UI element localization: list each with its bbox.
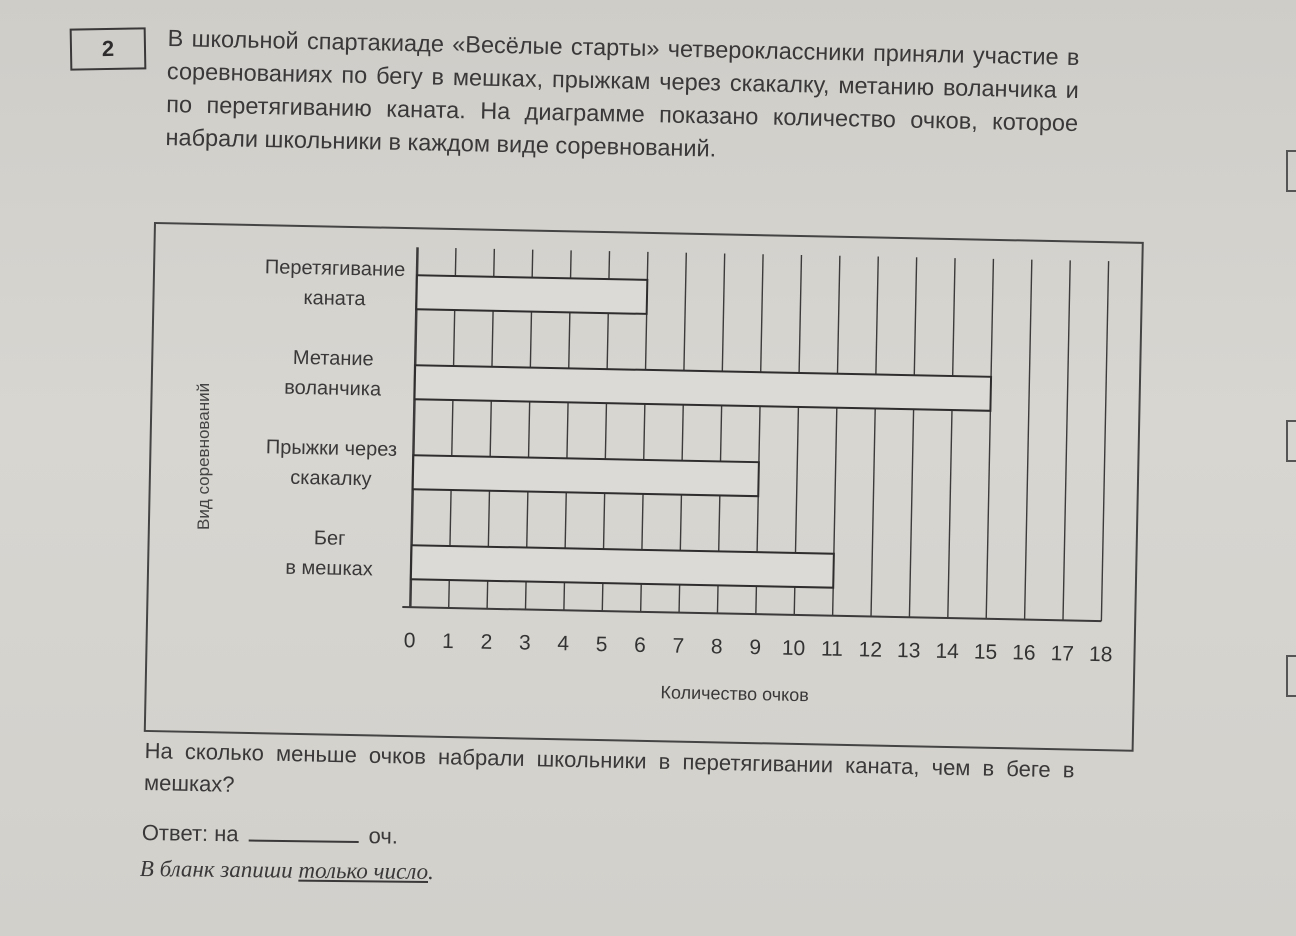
x-axis-line: [402, 607, 1101, 621]
answer-box-edge: [1286, 655, 1296, 697]
problem-text: В школьной спартакиаде «Весёлые старты» четвероклассники приняли участие в соревнованиях по бегу в мешках, прыжкам через скакалку, метанию воланчика и по перетягиванию каната. На диаграмме показано количество очков, которое набрали школьники в каждом виде соревнований.: [165, 24, 1080, 162]
x-tick-label: 13: [896, 639, 921, 663]
answer-box-edge: [1286, 150, 1296, 192]
instruction-part1: В бланк запиши: [139, 856, 299, 883]
answer-suffix: оч.: [368, 823, 399, 849]
x-tick-label: 4: [557, 632, 570, 656]
x-tick-label: 16: [1012, 641, 1036, 665]
instruction-text: [140, 856, 434, 885]
category-label: Перетягивание: [264, 256, 406, 282]
bar: [411, 545, 834, 587]
answer-line: [142, 818, 399, 850]
instruction-emphasis: только число: [298, 857, 429, 885]
x-tick-label: 1: [441, 629, 455, 654]
category-label: Прыжки через: [265, 436, 398, 461]
answer-blank[interactable]: [249, 819, 359, 843]
x-tick-label: 2: [480, 630, 493, 654]
grid-line: [986, 259, 993, 619]
grid-line: [1101, 261, 1108, 621]
x-tick-label: 6: [633, 633, 647, 657]
x-tick-label: 8: [710, 635, 723, 659]
chart-frame: [144, 222, 1144, 752]
grid-line: [1063, 260, 1070, 620]
x-tick-label: 11: [820, 637, 844, 661]
bar: [416, 275, 647, 314]
category-label: Метание: [292, 346, 374, 371]
category-label: воланчика: [284, 376, 382, 401]
category-label: Бег: [313, 527, 346, 550]
x-tick-label: 3: [518, 631, 531, 655]
answer-box-edge: [1286, 420, 1296, 462]
x-tick-label: 18: [1088, 642, 1113, 667]
grid-line: [948, 258, 955, 618]
x-axis-title: Количество очков: [660, 682, 809, 706]
bar-chart: [146, 224, 1142, 750]
x-tick-label: 14: [935, 639, 960, 664]
grid-line: [1025, 260, 1032, 620]
category-label: в мешках: [285, 556, 374, 581]
question-text: На сколько меньше очков набрали школьники в перетягивании каната, чем в беге в мешках?: [143, 737, 1075, 797]
bar: [414, 365, 991, 411]
x-tick-label: 12: [858, 638, 883, 662]
bar: [413, 455, 759, 496]
grid-line: [871, 257, 878, 617]
answer-prefix: Ответ: на: [141, 819, 239, 847]
y-axis-title: Вид соревнований: [194, 382, 213, 530]
x-tick-label: 5: [595, 632, 608, 657]
x-tick-label: 7: [672, 634, 685, 658]
instruction-part3: .: [427, 859, 434, 885]
category-label: скакалку: [290, 466, 372, 491]
x-tick-label: 9: [749, 636, 762, 660]
x-tick-label: 17: [1050, 642, 1075, 666]
grid-line: [909, 257, 916, 617]
x-tick-label: 10: [781, 636, 806, 661]
x-tick-label: 15: [973, 640, 998, 665]
x-tick-label: 0: [403, 629, 416, 653]
task-number-box: 2: [70, 27, 147, 70]
category-label: каната: [303, 287, 366, 311]
